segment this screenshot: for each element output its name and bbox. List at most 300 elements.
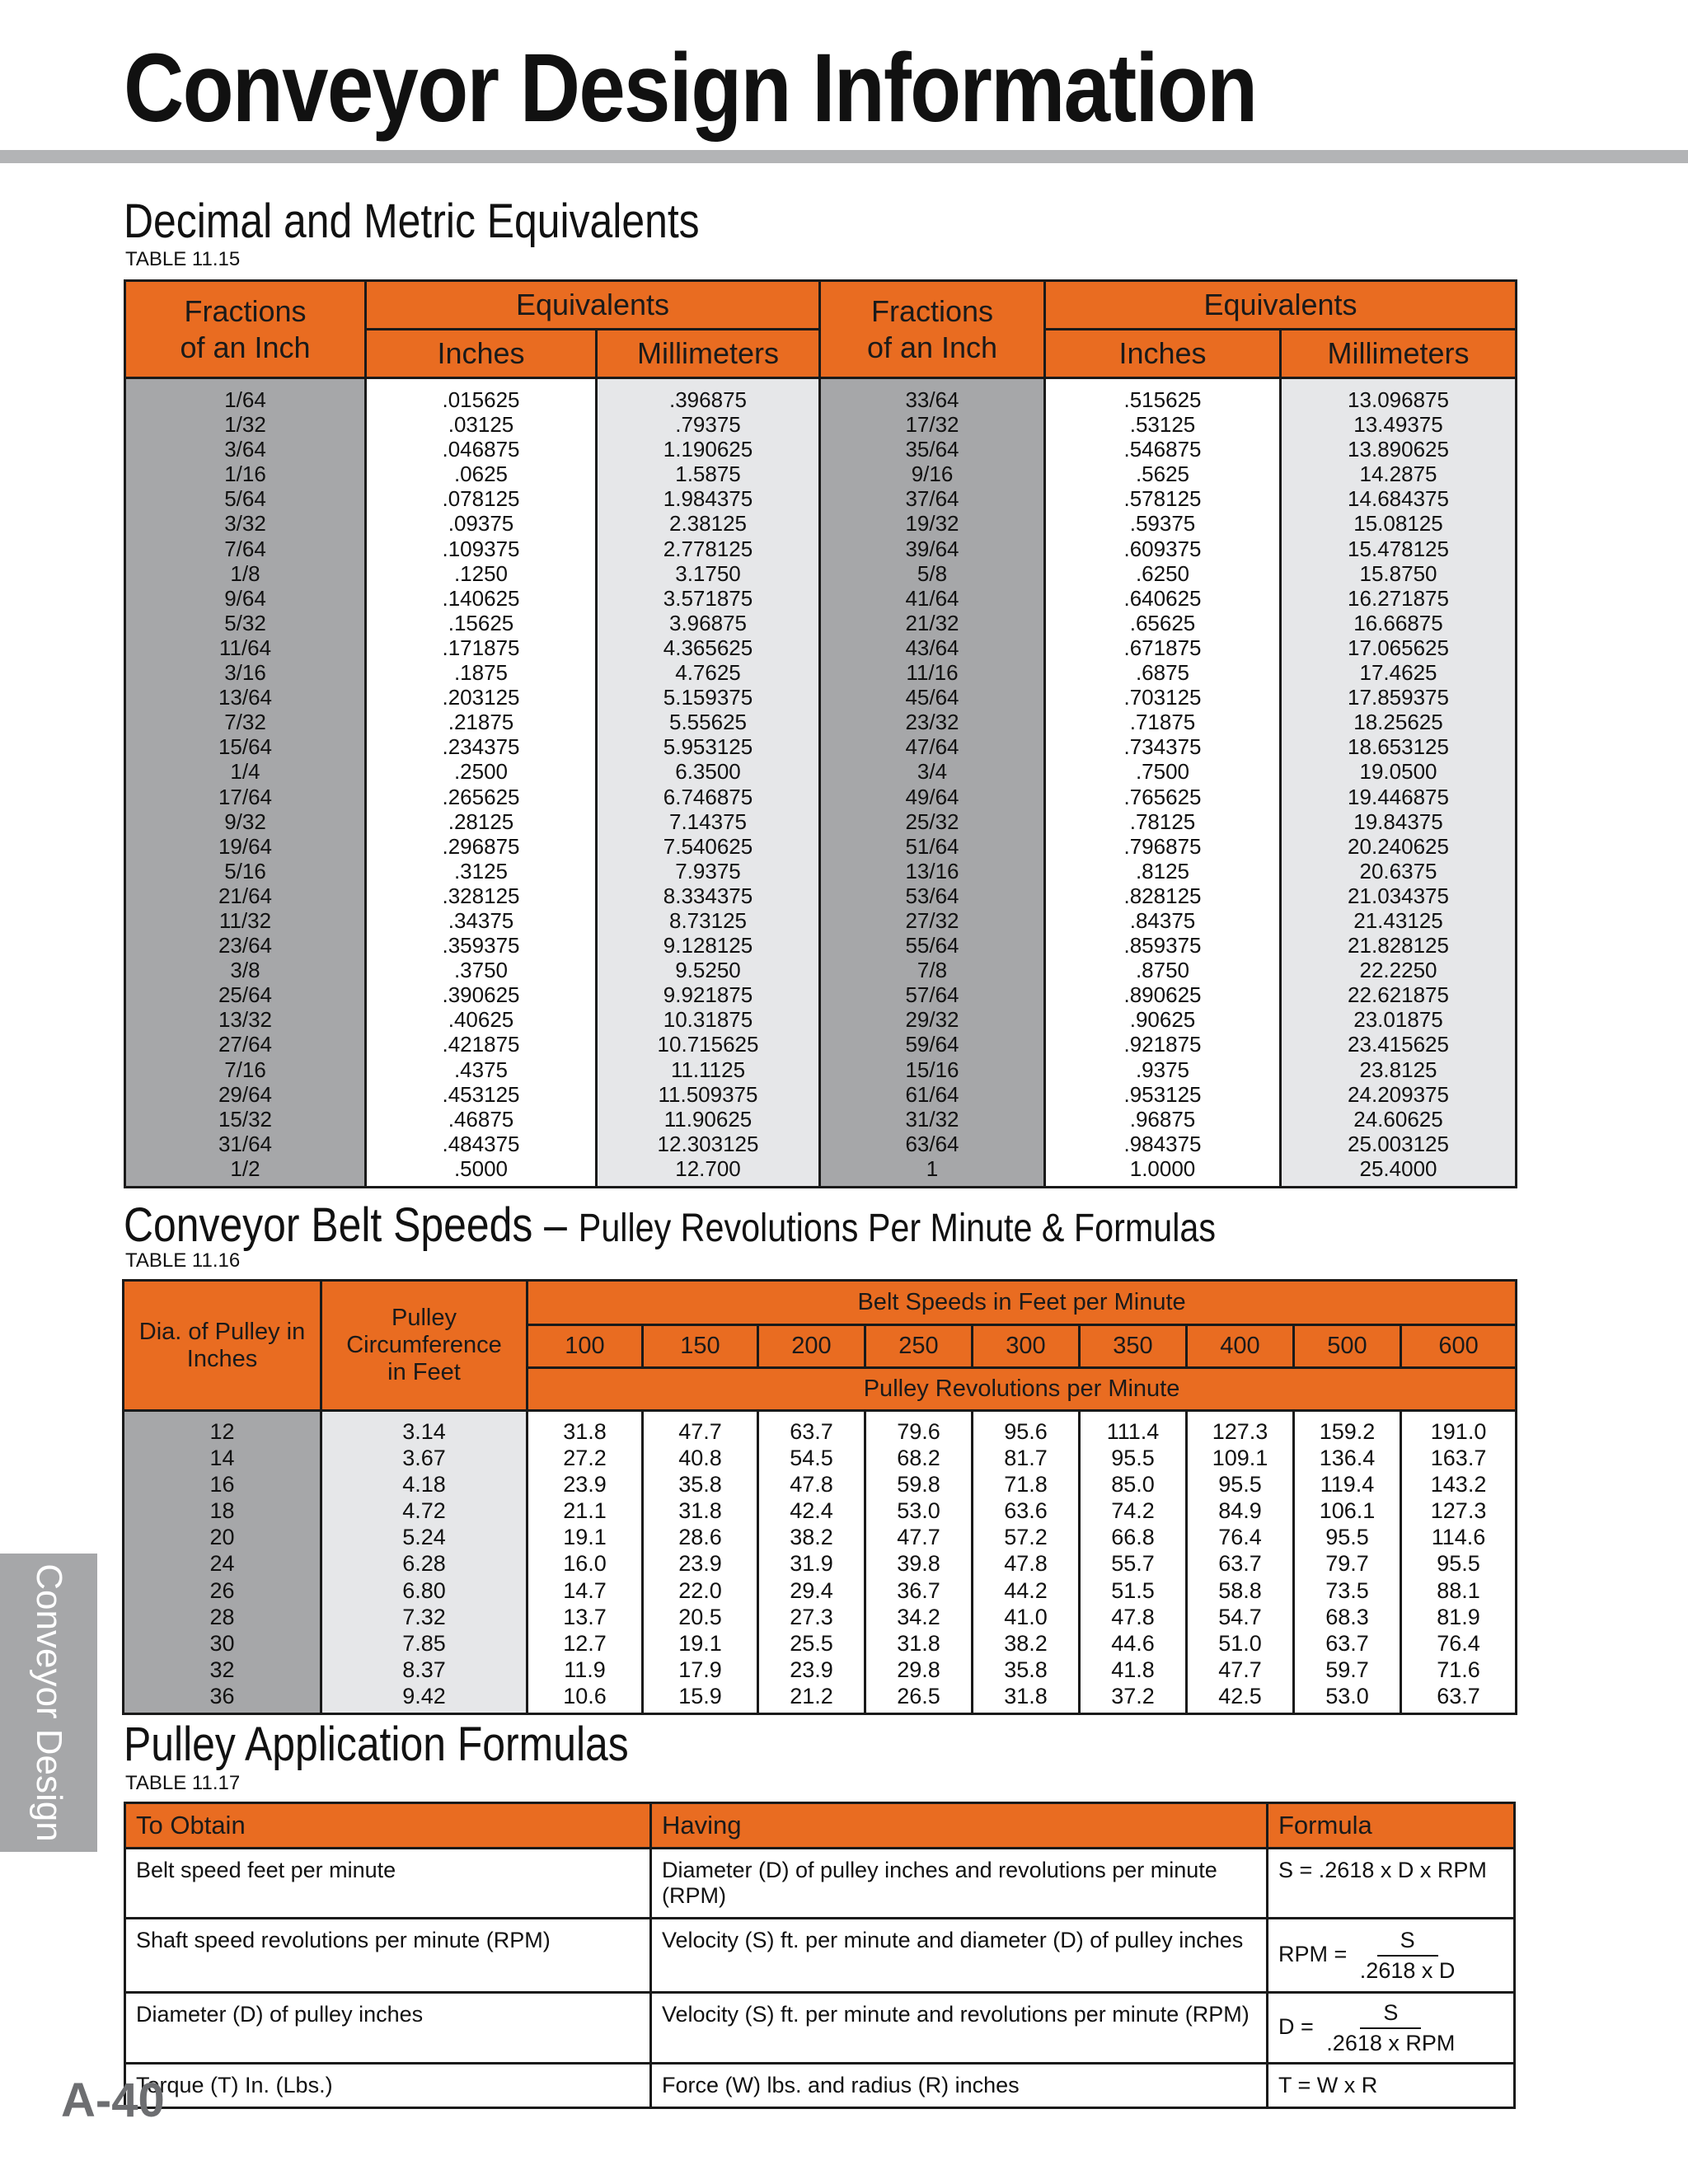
table-cell-value: 38.2: [790, 1525, 833, 1550]
table-cell-value: 54.7: [1218, 1604, 1262, 1629]
table-cell-value: 84.9: [1218, 1498, 1262, 1524]
circumference-header: Pulley Circumference in Feet: [321, 1281, 528, 1411]
formula-numerator: S: [1360, 2000, 1421, 2029]
formula-cell: [1268, 1993, 1515, 2064]
table-cell-value: .2500: [453, 759, 509, 785]
table-cell-value: 19/32: [905, 511, 959, 537]
table-cell-value: 11.509375: [658, 1081, 758, 1107]
table-cell-value: 17.065625: [1348, 635, 1449, 660]
table-cell-value: 1/16: [224, 462, 266, 487]
table-cell-value: .109375: [442, 536, 520, 561]
table-cell-value: 191.0: [1430, 1419, 1487, 1444]
table-cell-value: 21/32: [905, 610, 959, 635]
table-cell-value: 1/32: [224, 412, 266, 438]
to-obtain-cell: Torque (T) In. (Lbs.): [125, 2064, 651, 2108]
table-cell-value: 57/64: [905, 982, 959, 1008]
table-cell-value: 21.2: [790, 1683, 833, 1708]
table-cell-value: 31.8: [1004, 1683, 1048, 1708]
speed-header: 100: [528, 1325, 643, 1368]
table-cell-value: .015625: [442, 387, 520, 412]
table-cell-value: 11/16: [906, 660, 959, 686]
table-cell-value: 3/8: [230, 958, 260, 983]
table-cell-value: 79.7: [1325, 1551, 1369, 1577]
diameter-header: Dia. of Pulley in Inches: [124, 1281, 321, 1411]
formula-fraction: [1360, 1928, 1456, 1984]
table-cell-value: 31.8: [897, 1630, 940, 1656]
table-cell-value: 47.7: [897, 1525, 940, 1550]
fractions-column-left: [125, 378, 366, 1188]
formula-row: [125, 1849, 1515, 1919]
formula-denominator: .2618 x D: [1359, 1957, 1456, 1983]
table-cell-value: 71.6: [1437, 1657, 1480, 1682]
table-cell-value: .5000: [453, 1155, 509, 1181]
table-cell-value: 11/64: [218, 635, 272, 660]
table-cell-value: .7500: [1135, 759, 1190, 785]
table-cell-value: 31.9: [790, 1551, 833, 1577]
table-cell-value: 37.2: [1111, 1683, 1155, 1708]
table-cell-value: 6.28: [402, 1551, 446, 1577]
table-cell-value: 5.55625: [669, 710, 747, 735]
table-cell-value: 23.9: [678, 1551, 722, 1577]
table-cell-value: 10.6: [563, 1683, 607, 1708]
table-cell-value: 8.334375: [663, 883, 753, 908]
table-cell-value: 31.8: [563, 1419, 607, 1444]
table-cell-value: .8750: [1135, 958, 1190, 983]
table-cell-value: 39.8: [897, 1551, 940, 1577]
speed-header: 150: [643, 1325, 758, 1368]
table-cell-value: 16.66875: [1353, 610, 1443, 635]
table-cell-value: 1.0000: [1129, 1155, 1196, 1181]
table-cell-value: 1.984375: [663, 486, 753, 512]
table-cell-value: .296875: [442, 833, 520, 859]
table-cell-value: 63.7: [790, 1419, 833, 1444]
table-cell-value: 19.0500: [1359, 759, 1437, 785]
table-cell-value: 35.8: [678, 1472, 722, 1497]
table-cell-value: 41.0: [1004, 1604, 1048, 1629]
table-cell-value: 47.7: [1218, 1657, 1262, 1682]
table-cell-value: 31.8: [678, 1498, 722, 1524]
table-cell-value: .21875: [448, 710, 514, 735]
table-cell-value: 12.303125: [657, 1131, 759, 1156]
table-cell-value: 29/32: [905, 1007, 959, 1033]
table-cell-value: 111.4: [1106, 1419, 1160, 1444]
table-cell-value: 12.700: [675, 1155, 741, 1181]
table-cell-value: 14.7: [563, 1577, 607, 1603]
table-cell-value: .453125: [442, 1081, 520, 1107]
table-cell-value: .40625: [448, 1007, 514, 1033]
formula-cell: [1268, 1919, 1515, 1993]
table-cell-value: 7.85: [402, 1630, 446, 1656]
table-cell-value: .59375: [1129, 511, 1196, 537]
formula-numerator: S: [1377, 1928, 1438, 1957]
table-cell-value: 63/64: [905, 1131, 959, 1156]
table-cell-value: 10.715625: [657, 1032, 759, 1057]
table-cell-value: 19.1: [563, 1525, 607, 1550]
table-cell-value: .078125: [442, 486, 520, 512]
table-cell-value: 44.6: [1111, 1630, 1155, 1656]
table-cell-value: .578125: [1123, 486, 1202, 512]
to-obtain-cell: Diameter (D) of pulley inches: [125, 1993, 651, 2064]
table-cell-value: 14.684375: [1348, 486, 1449, 512]
table-cell-value: 15.08125: [1353, 511, 1443, 537]
table-cell-value: 57.2: [1004, 1525, 1048, 1550]
table-cell-value: 20: [209, 1525, 235, 1550]
table-cell-value: 20.240625: [1348, 833, 1449, 859]
table-cell-value: 3/16: [224, 660, 266, 686]
table-cell-value: 5.24: [402, 1525, 446, 1550]
table-cell-value: 11.1125: [670, 1057, 746, 1082]
table-cell-value: .6875: [1135, 660, 1190, 686]
table-cell-value: 5/16: [224, 858, 266, 883]
table-cell-value: 4.7625: [675, 660, 741, 686]
table-cell-value: .953125: [1123, 1081, 1202, 1107]
title-rule: [0, 150, 1688, 163]
table-cell-value: 7/64: [224, 536, 266, 561]
table-cell-value: .5625: [1135, 462, 1190, 487]
table-cell-value: 9.5250: [675, 958, 741, 983]
table-cell-value: 23/32: [905, 710, 959, 735]
table-cell-value: 7.32: [402, 1604, 446, 1629]
rpm-column: [1294, 1411, 1401, 1714]
table-cell-value: 11.9: [564, 1657, 606, 1682]
table-cell-value: 95.5: [1325, 1525, 1369, 1550]
table-cell-value: 15.9: [678, 1683, 722, 1708]
circumference-column: [321, 1411, 528, 1714]
table-cell-value: .90625: [1129, 1007, 1196, 1033]
table-cell-value: 63.6: [1004, 1498, 1048, 1524]
table-cell-value: 7.9375: [675, 858, 741, 883]
table-cell-value: 16.0: [563, 1551, 607, 1577]
table-cell-value: 29/64: [218, 1081, 273, 1107]
to-obtain-cell: Shaft speed revolutions per minute (RPM): [125, 1919, 651, 1993]
table-cell-value: 114.6: [1431, 1525, 1486, 1550]
table-cell-value: .921875: [1123, 1032, 1202, 1057]
table-cell-value: 12: [209, 1419, 235, 1444]
millimeters-header-right: Millimeters: [1281, 330, 1517, 378]
table-cell-value: .140625: [442, 585, 520, 611]
table-cell-value: .396875: [669, 387, 747, 412]
table-cell-value: 163.7: [1430, 1446, 1487, 1471]
rpm-column: [1080, 1411, 1187, 1714]
table-cell-value: .0625: [453, 462, 509, 487]
table-cell-value: 21/64: [218, 883, 273, 908]
table-cell-value: 3.67: [402, 1446, 446, 1471]
table-cell-value: 1/2: [230, 1155, 260, 1181]
rpm-column: [643, 1411, 758, 1714]
table-cell-value: .359375: [442, 933, 520, 958]
table-cell-value: 47.8: [1004, 1551, 1048, 1577]
table-cell-value: 28.6: [678, 1525, 722, 1550]
table-cell-value: 3.14: [402, 1419, 446, 1444]
table-cell-value: 8.37: [402, 1657, 446, 1682]
table-cell-value: 7/32: [224, 710, 266, 735]
table-cell-value: .796875: [1123, 833, 1202, 859]
table-cell-value: 1.5875: [675, 462, 741, 487]
table-cell-value: 31/32: [905, 1106, 959, 1132]
rpm-column: [528, 1411, 643, 1714]
table-cell-value: 95.5: [1111, 1446, 1155, 1471]
rpm-column: [1401, 1411, 1517, 1714]
to-obtain-header: To Obtain: [125, 1803, 651, 1849]
table-cell-value: 9/32: [224, 808, 266, 834]
table-cell-value: .3125: [453, 858, 509, 883]
table-cell-value: 25/32: [905, 808, 959, 834]
table-cell-value: 21.034375: [1348, 883, 1449, 908]
table-cell-value: .703125: [1123, 685, 1202, 710]
table-cell-value: 7/16: [224, 1057, 266, 1082]
table-cell-value: 47.8: [790, 1472, 833, 1497]
table-cell-value: 21.1: [563, 1498, 607, 1524]
table-cell-value: .890625: [1123, 982, 1202, 1008]
table-cell-value: 37/64: [905, 486, 959, 512]
table-cell-value: 51/64: [905, 833, 959, 859]
table-cell-value: 1/64: [224, 387, 266, 412]
table-cell-value: 59.7: [1325, 1657, 1369, 1682]
table-cell-value: 11.90625: [663, 1106, 753, 1132]
decimal-table-label: TABLE 11.15: [125, 248, 241, 270]
table-cell-value: 24.209375: [1348, 1081, 1449, 1107]
table-cell-value: 1: [926, 1155, 939, 1181]
table-cell-value: 19.1: [678, 1630, 722, 1656]
table-cell-value: 23.415625: [1348, 1032, 1449, 1057]
table-cell-value: 71.8: [1004, 1472, 1048, 1497]
table-cell-value: 51.0: [1218, 1630, 1262, 1656]
table-cell-value: 47.7: [678, 1419, 722, 1444]
formula-fraction: [1326, 2000, 1455, 2056]
table-cell-value: 6.80: [402, 1577, 446, 1603]
table-cell-value: 44.2: [1004, 1577, 1048, 1603]
table-cell-value: 41.8: [1111, 1657, 1155, 1682]
side-tab: [0, 1554, 97, 1852]
formula-row: [125, 1919, 1515, 1993]
table-cell-value: 2.778125: [663, 536, 753, 561]
table-cell-value: 3/32: [224, 511, 266, 537]
table-cell-value: 68.3: [1325, 1604, 1369, 1629]
table-cell-value: 11/32: [218, 907, 272, 933]
table-cell-value: 14.2875: [1359, 462, 1437, 487]
table-cell-value: 109.1: [1212, 1446, 1268, 1471]
table-cell-value: .640625: [1123, 585, 1202, 611]
table-cell-value: 95.5: [1218, 1472, 1262, 1497]
table-cell-value: 1.190625: [663, 437, 753, 462]
table-cell-value: .328125: [442, 883, 520, 908]
table-cell-value: 23.9: [563, 1472, 607, 1497]
belt-speeds-table: [122, 1279, 1517, 1715]
table-cell-value: 7.14375: [669, 808, 747, 834]
formula-header: Formula: [1268, 1803, 1515, 1849]
belt-speeds-section-title: Conveyor Belt Speeds – Pulley Revolutions Per Minute & Formulas: [124, 1198, 1216, 1252]
table-cell-value: 9/64: [224, 585, 266, 611]
table-cell-value: .390625: [442, 982, 520, 1008]
table-cell-value: 26.5: [897, 1683, 940, 1708]
table-cell-value: .984375: [1123, 1131, 1202, 1156]
table-cell-value: .3750: [453, 958, 509, 983]
formulas-table-label: TABLE 11.17: [125, 1772, 241, 1794]
table-cell-value: 9.128125: [663, 933, 753, 958]
speed-header: 250: [865, 1325, 973, 1368]
table-cell-value: 95.6: [1004, 1419, 1048, 1444]
table-cell-value: 159.2: [1319, 1419, 1376, 1444]
table-cell-value: 74.2: [1111, 1498, 1155, 1524]
table-cell-value: 5/8: [917, 560, 948, 586]
table-cell-value: 17.9: [678, 1657, 722, 1682]
table-cell-value: 5/64: [224, 486, 266, 512]
table-cell-value: 25/64: [218, 982, 273, 1008]
table-cell-value: 88.1: [1437, 1577, 1480, 1603]
table-cell-value: 12.7: [563, 1630, 607, 1656]
table-cell-value: .15625: [448, 610, 514, 635]
inches-column-left: [366, 378, 597, 1188]
table-cell-value: 106.1: [1319, 1498, 1376, 1524]
table-cell-value: .8125: [1135, 858, 1190, 883]
table-cell-value: 13/32: [218, 1007, 273, 1033]
table-cell-value: 127.3: [1212, 1419, 1268, 1444]
table-cell-value: 17/32: [905, 412, 959, 438]
table-cell-value: 76.4: [1218, 1525, 1262, 1550]
table-cell-value: 21.43125: [1353, 907, 1443, 933]
table-cell-value: 3.571875: [663, 585, 753, 611]
table-cell-value: 68.2: [897, 1446, 940, 1471]
table-cell-value: .609375: [1123, 536, 1202, 561]
table-cell-value: 66.8: [1111, 1525, 1155, 1550]
millimeters-header-left: Millimeters: [597, 330, 820, 378]
table-cell-value: 19.446875: [1348, 784, 1449, 809]
table-cell-value: .859375: [1123, 933, 1202, 958]
table-cell-value: 41/64: [905, 585, 959, 611]
table-cell-value: 16: [209, 1472, 235, 1497]
table-cell-value: .79375: [675, 412, 741, 438]
table-cell-value: 55/64: [905, 933, 959, 958]
table-cell-value: 15/32: [218, 1106, 273, 1132]
table-cell-value: .09375: [448, 511, 514, 537]
inches-column-right: [1045, 378, 1281, 1188]
table-cell-value: 20.6375: [1359, 858, 1437, 883]
table-cell-value: .65625: [1129, 610, 1196, 635]
page-number: A-40: [61, 2074, 165, 2127]
side-tab-label: Conveyor Design: [29, 1563, 69, 1842]
decimal-metric-table: [124, 279, 1517, 1188]
table-cell-value: 6.746875: [663, 784, 753, 809]
table-cell-value: .84375: [1129, 907, 1196, 933]
table-cell-value: 3.1750: [675, 560, 741, 586]
table-cell-value: 13.7: [563, 1604, 607, 1629]
table-cell-value: 22.2250: [1359, 958, 1437, 983]
table-cell-value: 63.7: [1325, 1630, 1369, 1656]
table-cell-value: 10.31875: [663, 1007, 753, 1033]
speed-header: 600: [1401, 1325, 1517, 1368]
diameter-column: [124, 1411, 321, 1714]
having-cell: Velocity (S) ft. per minute and diameter (D) of pulley inches: [651, 1919, 1268, 1993]
speed-header: 400: [1187, 1325, 1294, 1368]
table-cell-value: 53.0: [1325, 1683, 1369, 1708]
table-cell-value: 9.42: [402, 1683, 446, 1708]
table-cell-value: 40.8: [678, 1446, 722, 1471]
formula-cell: T = W x R: [1268, 2064, 1515, 2108]
table-cell-value: 13.096875: [1348, 387, 1449, 412]
table-cell-value: 53.0: [897, 1498, 940, 1524]
table-cell-value: 27.2: [563, 1446, 607, 1471]
page-title: Conveyor Design Information: [124, 34, 1257, 143]
formulas-section-title: Pulley Application Formulas: [124, 1718, 629, 1771]
fractions-column-right: [820, 378, 1045, 1188]
formula-cell: S = .2618 x D x RPM: [1268, 1849, 1515, 1919]
having-cell: Velocity (S) ft. per minute and revolutions per minute (RPM): [651, 1993, 1268, 2064]
table-cell-value: .9375: [1135, 1057, 1190, 1082]
table-cell-value: 1/4: [230, 759, 260, 785]
table-cell-value: 53/64: [905, 883, 959, 908]
speed-header: 200: [758, 1325, 865, 1368]
table-cell-value: 23.8125: [1359, 1057, 1437, 1082]
table-cell-value: .171875: [442, 635, 520, 660]
table-cell-value: 59/64: [905, 1032, 959, 1057]
table-cell-value: 7/8: [917, 958, 948, 983]
table-cell-value: 76.4: [1437, 1630, 1480, 1656]
table-cell-value: .515625: [1123, 387, 1202, 412]
formula-row: [125, 2064, 1515, 2108]
table-cell-value: .234375: [442, 734, 520, 760]
table-cell-value: 19.84375: [1353, 808, 1443, 834]
table-cell-value: 85.0: [1111, 1472, 1155, 1497]
table-cell-value: 25.4000: [1359, 1155, 1437, 1181]
table-cell-value: .28125: [448, 808, 514, 834]
table-cell-value: 25.5: [790, 1630, 833, 1656]
table-cell-value: 29.4: [790, 1577, 833, 1603]
table-cell-value: 30: [209, 1630, 235, 1656]
table-cell-value: .828125: [1123, 883, 1202, 908]
table-cell-value: .34375: [448, 907, 514, 933]
formula-row: [125, 1993, 1515, 2064]
table-cell-value: 42.4: [790, 1498, 833, 1524]
table-cell-value: 4.18: [402, 1472, 446, 1497]
rpm-column: [865, 1411, 973, 1714]
table-cell-value: 22.621875: [1348, 982, 1449, 1008]
table-cell-value: 27.3: [790, 1604, 833, 1629]
table-cell-value: 7.540625: [663, 833, 753, 859]
millimeters-column-left: [597, 378, 820, 1188]
table-cell-value: 81.7: [1004, 1446, 1048, 1471]
table-cell-value: 3/4: [917, 759, 948, 785]
formulas-table: [124, 1802, 1516, 2109]
table-cell-value: .46875: [448, 1106, 514, 1132]
table-cell-value: 5/32: [224, 610, 266, 635]
table-cell-value: 15/64: [218, 734, 273, 760]
table-cell-value: 17.859375: [1348, 685, 1449, 710]
formula-lhs: RPM =: [1278, 1941, 1348, 1966]
table-cell-value: 47/64: [905, 734, 959, 760]
table-cell-value: 33/64: [905, 387, 959, 412]
table-cell-value: 20.5: [678, 1604, 722, 1629]
rpm-column: [973, 1411, 1080, 1714]
table-cell-value: 23/64: [218, 933, 273, 958]
table-cell-value: 45/64: [905, 685, 959, 710]
table-cell-value: 17.4625: [1359, 660, 1437, 686]
table-cell-value: .421875: [442, 1032, 520, 1057]
table-cell-value: 1/8: [230, 560, 260, 586]
table-cell-value: 61/64: [905, 1081, 959, 1107]
table-cell-value: .96875: [1129, 1106, 1196, 1132]
table-cell-value: 119.4: [1320, 1472, 1375, 1497]
table-cell-value: 136.4: [1319, 1446, 1376, 1471]
table-cell-value: 55.7: [1111, 1551, 1155, 1577]
having-cell: Diameter (D) of pulley inches and revolutions per minute (RPM): [651, 1849, 1268, 1919]
table-cell-value: 25.003125: [1348, 1131, 1449, 1156]
table-cell-value: 6.3500: [675, 759, 741, 785]
millimeters-column-right: [1281, 378, 1517, 1188]
having-cell: Force (W) lbs. and radius (R) inches: [651, 2064, 1268, 2108]
table-cell-value: .484375: [442, 1131, 520, 1156]
table-cell-value: .1250: [453, 560, 509, 586]
table-cell-value: 31/64: [218, 1131, 273, 1156]
